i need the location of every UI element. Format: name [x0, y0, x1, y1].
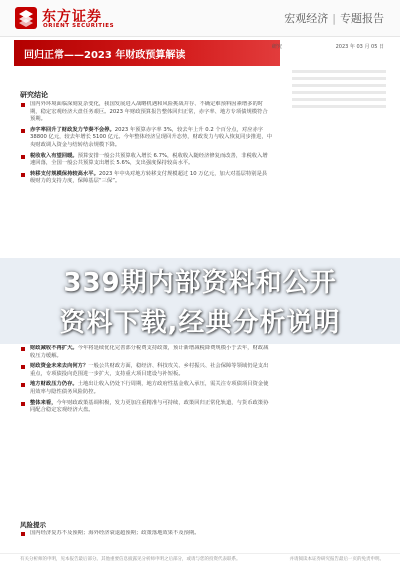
brand-logo-icon: [14, 6, 38, 30]
summary-paragraph: 地方财政压力仍存。土地出让收入仍处下行周期，地方政府性基金收入承压，需关注专项债项目资金使用效率与隐性债务风险防控。: [20, 381, 272, 396]
author-label: 研究: [272, 44, 283, 50]
summary-paragraph: 赤字率回升了财政发力节奏不会停。2023 年预算赤字率 3%，较去年上升 0.2 个百分点，对应赤字 38800 亿元，较去年增长 5100 亿元。今年整体经济呈现回升态势，财政发力与收入恢复同步推进，中央财政调入资金与结转结余规模下降。: [20, 127, 272, 150]
watermark-text-line2: 资料下载,经典分析说明: [59, 308, 341, 338]
placeholder-line: [292, 98, 386, 101]
subsection-label: 专题报告: [340, 12, 384, 25]
footer-disclaimer-left: 有关分析师的申明，见本报告最后部分。其他重要信息披露见分析师申明之后部分，或请与您的投资代表联系。: [20, 557, 241, 562]
placeholder-line: [292, 105, 386, 108]
placeholder-line: [292, 91, 386, 94]
placeholder-line: [292, 84, 386, 87]
page-footer: [0, 553, 400, 566]
summary-paragraph: 财政资金未来去向何方？一般公共财政方面，稳经济、科技攻关、乡村振兴、社会保障等领域仍是支出重点，专项债投向范围进一步扩大，支持重大项目建设与补短板。: [20, 363, 272, 378]
report-date: 2023 年 03 月 05 日: [335, 44, 384, 50]
summary-paragraph: 国内外环境面临深刻复杂变化，我国发展进入战略机遇和风险挑战并存、不确定难预料因素增多的时期，稳定宏观经济大盘任务艰巨。2023 年财政预算报告整体回归正常，赤字率、地方专项债规模符合预期。: [20, 101, 272, 124]
report-title: 回归正常——2023 年财政预算解读: [24, 50, 186, 61]
summary-paragraph: 整体来看，今年财政政策基调积极，发力更加注重精准与可持续，政策回归正常化轨道，与货币政策协同配合稳定宏观经济大盘。: [20, 400, 272, 415]
title-banner: [14, 40, 283, 66]
footer-disclaimer-right: 并请阅读本证券研究报告最后一页的免责申明。: [289, 557, 384, 562]
watermark-text-line1: 339期内部资料和公开: [63, 268, 337, 298]
page-header: [0, 0, 400, 37]
placeholder-line: [292, 70, 386, 73]
placeholder-line: [292, 77, 386, 80]
brand-name-en: ORIENT SECURITIES: [43, 23, 115, 29]
summary-paragraph: 转移支付规模保持较高水平。2023 年中央对地方转移支付规模超过 10 万亿元，加大对基层特别是县级财力的支持力度，保障基层“三保”。: [20, 171, 272, 186]
analyst-info-panel: [292, 70, 386, 112]
summary-body-bottom: [20, 345, 272, 515]
separator: |: [332, 12, 336, 25]
summary-paragraph: 税收收入有望回暖。预算安排一般公共预算收入增长 6.7%，税收收入随经济修复而改善，非税收入增速回落，全国一般公共预算支出增长 5.6%，支出强度保持较高水平。: [20, 153, 272, 168]
report-category: [284, 10, 384, 26]
summary-paragraph: 财政减收不再扩大。今年将延续优化完善部分税费支持政策，预计新增减税降费规模小于去年，财政减收压力缓解。: [20, 345, 272, 360]
summary-heading: 研究结论: [20, 91, 48, 99]
section-label: 宏观经济: [284, 12, 329, 25]
risk-heading: 风险提示: [20, 521, 46, 529]
risk-body: [20, 530, 272, 550]
risk-paragraph: 国内经济复苏不及预期；海外经济衰退超预期；政策落地效果不及预期。: [20, 530, 272, 538]
brand-name: 东方证券: [42, 9, 102, 25]
